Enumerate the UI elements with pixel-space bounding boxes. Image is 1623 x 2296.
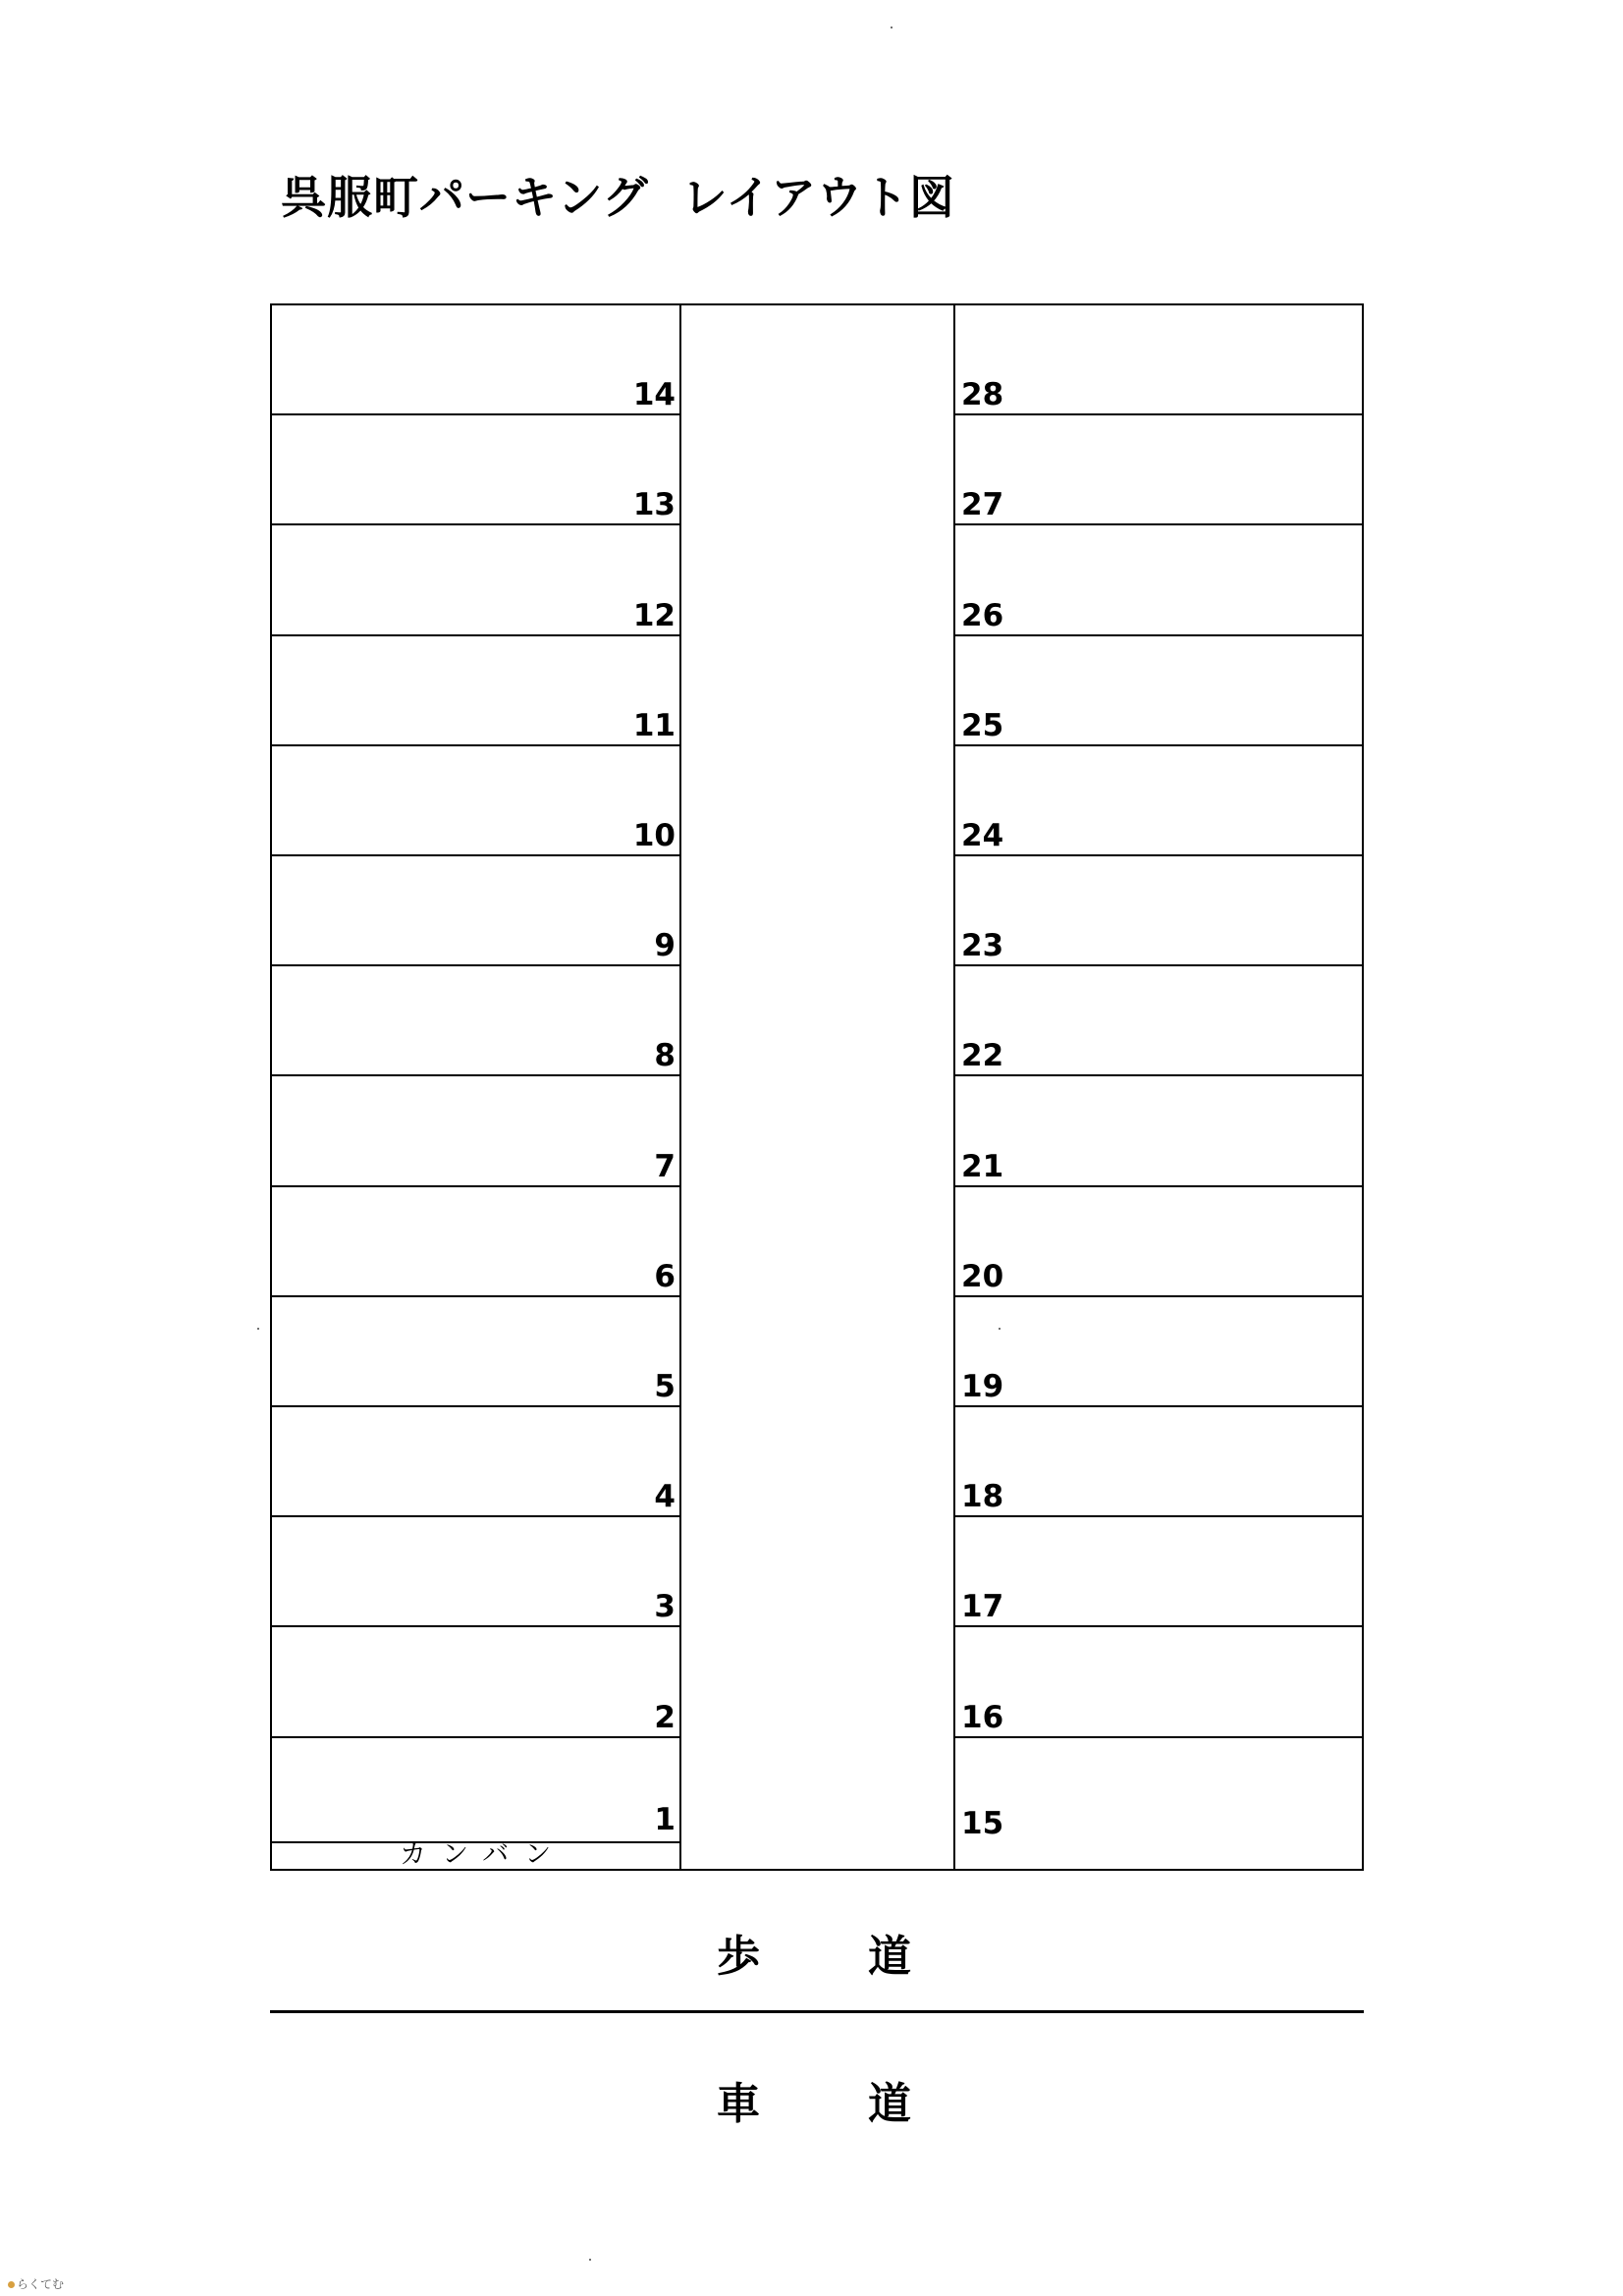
- stall-number: 12: [632, 597, 676, 633]
- parking-stall: [955, 1076, 1362, 1186]
- sidewalk-label: 歩道: [717, 1932, 1019, 1982]
- right-stall-column: [955, 305, 1362, 1869]
- signboard-area: [272, 1838, 681, 1870]
- stall-number: 18: [961, 1479, 1004, 1515]
- parking-stall: [272, 856, 681, 966]
- parking-stall: [955, 746, 1362, 856]
- parking-stall: [955, 636, 1362, 746]
- stall-number: 4: [654, 1479, 676, 1515]
- stall-number: 5: [654, 1368, 676, 1404]
- footer-watermark-text: らくてむ: [17, 2277, 65, 2291]
- stall-number: 22: [961, 1038, 1004, 1074]
- roadway-label: 車道: [717, 2079, 1019, 2129]
- stall-number: 19: [961, 1368, 1004, 1404]
- stall-number: 17: [961, 1589, 1004, 1625]
- parking-stall: [272, 966, 681, 1076]
- parking-stall: [955, 1738, 1362, 1869]
- stall-number: 15: [961, 1805, 1004, 1841]
- page-title: 呉服町パーキング レイアウト図: [281, 171, 955, 224]
- parking-stall: [272, 1076, 681, 1186]
- scan-speck: [891, 27, 893, 28]
- parking-stall: [955, 1517, 1362, 1627]
- stall-number: 13: [632, 487, 676, 523]
- parking-stall: [955, 966, 1362, 1076]
- parking-stall: [272, 415, 681, 525]
- stall-number: 27: [961, 487, 1004, 523]
- parking-stall: [272, 1738, 681, 1869]
- stall-number: 21: [961, 1148, 1004, 1184]
- parking-stall: [955, 1627, 1362, 1737]
- parking-stall: [955, 1297, 1362, 1407]
- parking-stall: [272, 1297, 681, 1407]
- left-stall-column: [272, 305, 681, 1869]
- parking-stall: [955, 305, 1362, 415]
- stall-number: 16: [961, 1699, 1004, 1735]
- stall-number: 24: [961, 817, 1004, 853]
- stall-number: 11: [632, 707, 676, 743]
- stall-number: 14: [632, 377, 676, 413]
- parking-stall: [955, 525, 1362, 635]
- scan-speck: [999, 1328, 1001, 1330]
- parking-stall: [955, 856, 1362, 966]
- signboard-label: カンバン: [400, 1838, 568, 1870]
- parking-stall: [272, 746, 681, 856]
- parking-stall: [272, 305, 681, 415]
- parking-stall: [272, 1187, 681, 1297]
- aisle-left-edge: [679, 305, 681, 1869]
- stall-number: 25: [961, 707, 1004, 743]
- curb-line: [270, 2010, 1364, 2013]
- parking-stall: [272, 636, 681, 746]
- stall-number: 9: [654, 928, 676, 964]
- parking-stall: [272, 1517, 681, 1627]
- scan-speck: [589, 2259, 591, 2261]
- parking-stall: [955, 1407, 1362, 1517]
- scan-speck: [257, 1328, 259, 1330]
- stall-number: 2: [654, 1699, 676, 1735]
- stall-number: 3: [654, 1589, 676, 1625]
- stall-number: 1: [654, 1801, 676, 1837]
- parking-stall: [272, 525, 681, 635]
- stall-number: 10: [632, 817, 676, 853]
- stall-number: 8: [654, 1038, 676, 1074]
- parking-stall: [272, 1627, 681, 1737]
- footer-logo-icon: [8, 2281, 15, 2288]
- parking-stall: [272, 1407, 681, 1517]
- stall-number: 6: [654, 1258, 676, 1294]
- stall-number: 7: [654, 1148, 676, 1184]
- parking-stall: [955, 415, 1362, 525]
- stall-number: 20: [961, 1258, 1004, 1294]
- footer-watermark: [8, 2278, 64, 2290]
- parking-lot-layout: [270, 303, 1364, 1871]
- parking-stall: [955, 1187, 1362, 1297]
- stall-number: 26: [961, 597, 1004, 633]
- stall-number: 28: [961, 377, 1004, 413]
- stall-number: 23: [961, 928, 1004, 964]
